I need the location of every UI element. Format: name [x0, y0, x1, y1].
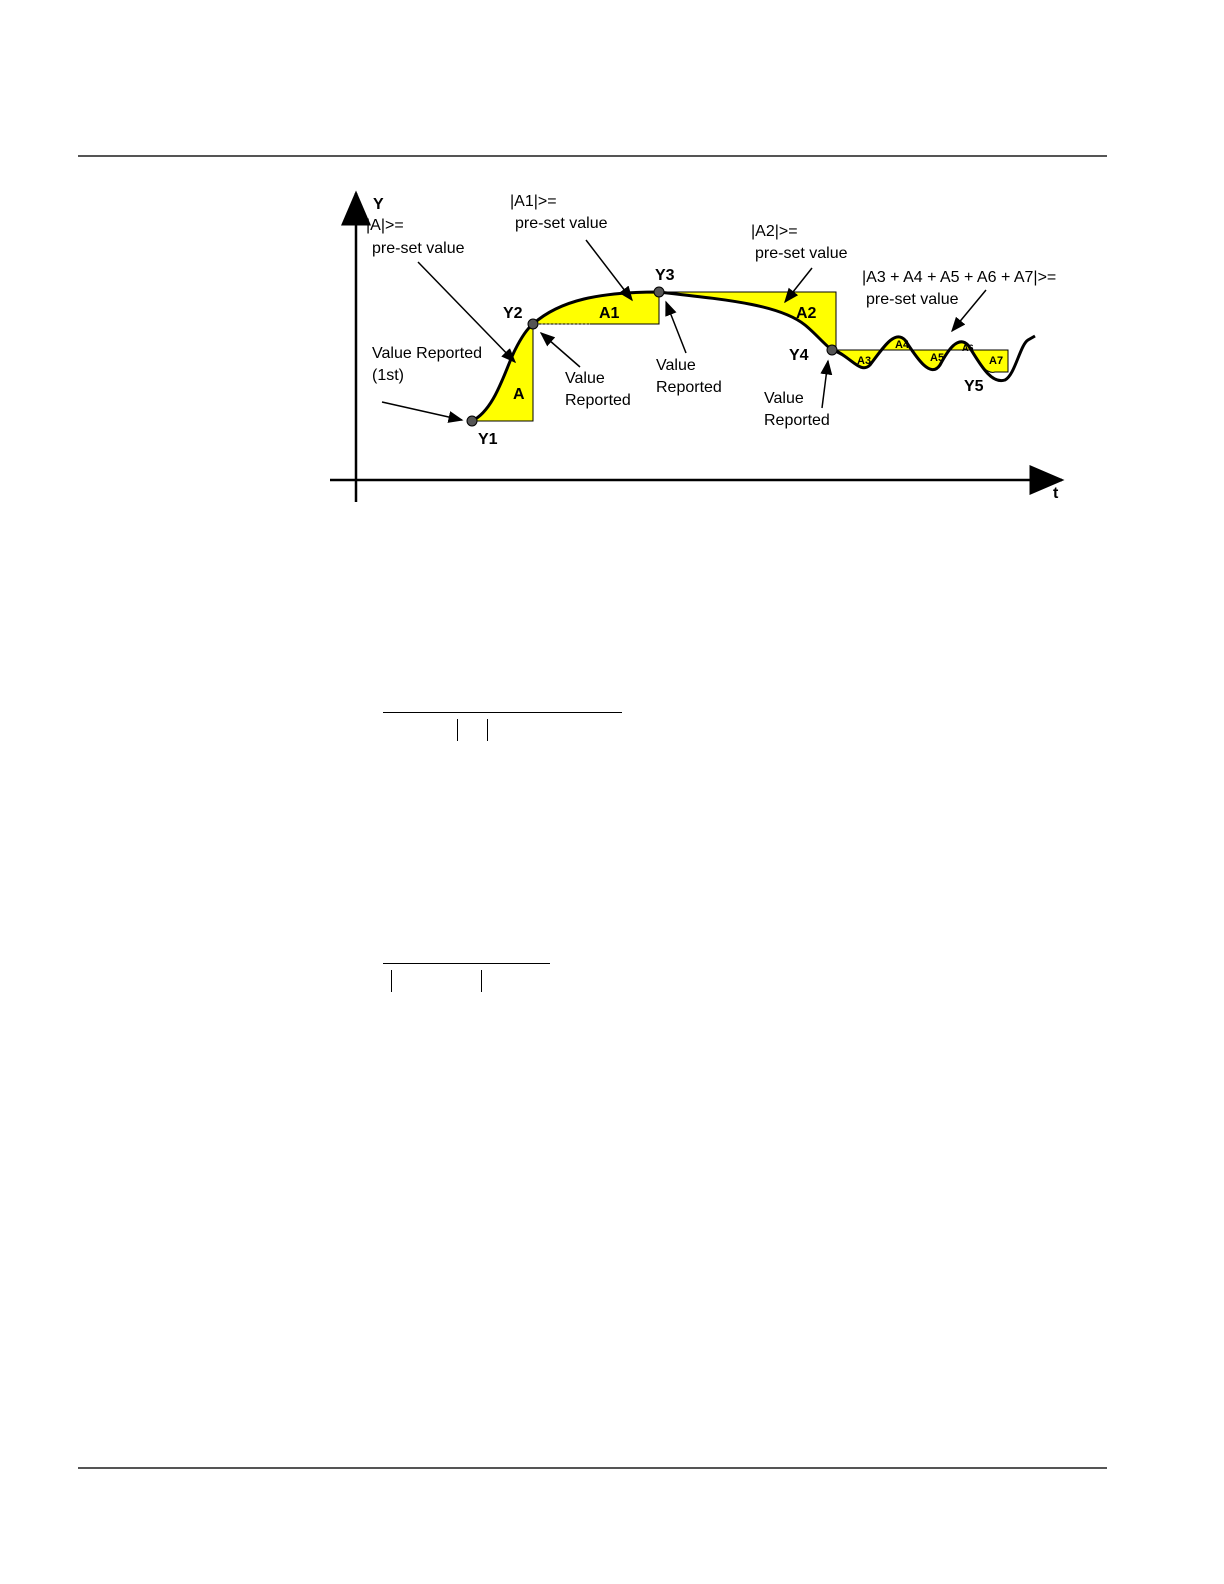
label-area-a: A	[513, 386, 525, 403]
label-y1: Y1	[478, 431, 498, 448]
x-axis-label: t	[1053, 485, 1059, 502]
vr2-line2: Reported	[565, 392, 631, 409]
table-tick-2b	[481, 970, 482, 992]
first-report-line2: (1st)	[372, 367, 404, 384]
label-area-a4: A4	[895, 339, 910, 351]
cond-a1-abs: |A1|>=	[510, 193, 557, 210]
arrow-vr2	[541, 333, 580, 367]
label-area-a1: A1	[599, 305, 620, 322]
point-y3	[654, 287, 664, 297]
label-area-a7: A7	[989, 355, 1004, 367]
cond-a2-abs: |A2|>=	[751, 223, 798, 240]
label-area-a2: A2	[796, 305, 817, 322]
deadband-area-diagram	[300, 180, 1090, 510]
arrow-cond-a1	[586, 240, 632, 300]
footer-rule	[78, 1467, 1107, 1469]
cond-a2-text: pre-set value	[755, 245, 848, 262]
area-a-shape	[472, 324, 533, 421]
cond-a1-text: pre-set value	[515, 215, 608, 232]
y-axis-label: Y	[373, 196, 384, 213]
label-area-a3: A3	[857, 355, 872, 367]
table-rule-2	[383, 963, 550, 964]
arrow-vr3	[666, 302, 686, 353]
cond-a-abs: |A|>=	[366, 217, 404, 234]
label-y3: Y3	[655, 267, 675, 284]
table-tick-1b	[487, 719, 488, 741]
arrow-vr4	[822, 361, 828, 408]
point-y2	[528, 319, 538, 329]
label-y4: Y4	[789, 347, 809, 364]
label-area-a5: A5	[930, 352, 945, 364]
arrow-first-report	[382, 402, 462, 420]
point-y4	[827, 345, 837, 355]
first-report-line1: Value Reported	[372, 345, 482, 362]
table-rule-1	[383, 712, 622, 713]
vr3-line1: Value	[656, 357, 696, 374]
label-area-a6: A6	[962, 343, 974, 353]
table-tick-1a	[457, 719, 458, 741]
point-y1	[467, 416, 477, 426]
cond-a-text: pre-set value	[372, 240, 465, 257]
vr4-line1: Value	[764, 390, 804, 407]
table-tick-2a	[391, 970, 392, 992]
label-y5: Y5	[964, 378, 984, 395]
label-y2: Y2	[503, 305, 523, 322]
vr4-line2: Reported	[764, 412, 830, 429]
cond-a37-text: pre-set value	[866, 291, 959, 308]
vr3-line2: Reported	[656, 379, 722, 396]
cond-a37-abs: |A3 + A4 + A5 + A6 + A7|>=	[862, 269, 1057, 286]
header-rule	[78, 155, 1107, 157]
vr2-line1: Value	[565, 370, 605, 387]
